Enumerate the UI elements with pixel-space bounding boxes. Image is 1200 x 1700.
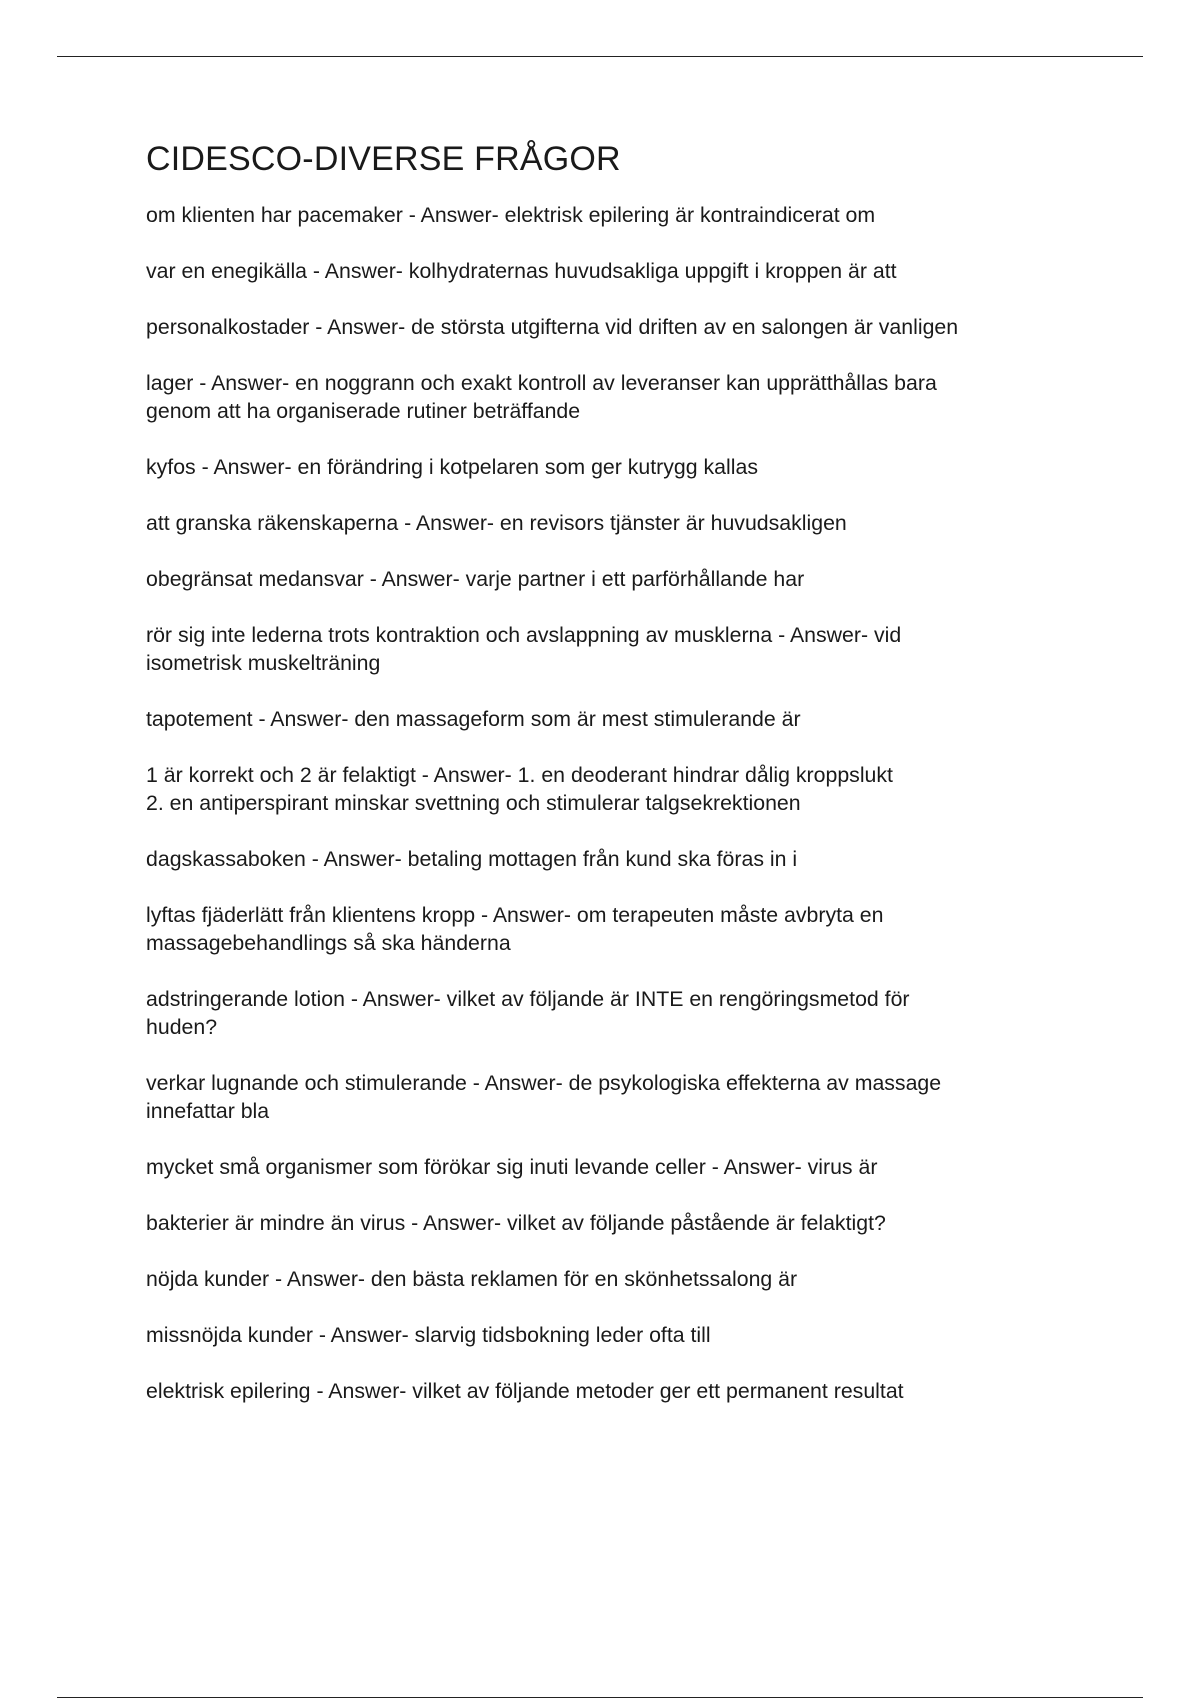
qa-item: dagskassaboken - Answer- betaling mottagen från kund ska föras in i: [146, 847, 798, 871]
top-divider: [57, 56, 1143, 57]
qa-item: adstringerande lotion - Answer- vilket av följande är INTE en rengöringsmetod för huden?: [146, 987, 910, 1039]
qa-item: missnöjda kunder - Answer- slarvig tidsbokning leder ofta till: [146, 1323, 711, 1347]
qa-item: mycket små organismer som förökar sig inuti levande celler - Answer- virus är: [146, 1155, 878, 1179]
qa-item: kyfos - Answer- en förändring i kotpelaren som ger kutrygg kallas: [146, 455, 758, 479]
qa-item: rör sig inte lederna trots kontraktion och avslappning av musklerna - Answer- vid isometrisk muskelträning: [146, 623, 902, 675]
qa-item: personalkostader - Answer- de största utgifterna vid driften av en salongen är vanligen: [146, 315, 959, 339]
qa-item: lager - Answer- en noggrann och exakt kontroll av leveranser kan upprätthållas bara genom att ha organiserade rutiner beträffande: [146, 371, 937, 423]
qa-item: obegränsat medansvar - Answer- varje partner i ett parförhållande har: [146, 567, 805, 591]
qa-item: verkar lugnande och stimulerande - Answer- de psykologiska effekterna av massage innefattar bla: [146, 1071, 942, 1123]
qa-item: bakterier är mindre än virus - Answer- vilket av följande påstående är felaktigt?: [146, 1211, 886, 1235]
qa-item: lyftas fjäderlätt från klientens kropp - Answer- om terapeuten måste avbryta en massagebehandlings så ska händerna: [146, 903, 884, 955]
qa-item: att granska räkenskaperna - Answer- en revisors tjänster är huvudsakligen: [146, 511, 847, 535]
page-title: CIDESCO-DIVERSE FRÅGOR: [146, 140, 621, 178]
qa-item: elektrisk epilering - Answer- vilket av följande metoder ger ett permanent resultat: [146, 1379, 904, 1403]
document-body: [146, 140, 1106, 1433]
qa-item: 1 är korrekt och 2 är felaktigt - Answer- 1. en deoderant hindrar dålig kroppslukt 2. en antiperspirant minskar svettning och stimulerar talgsekrektionen: [146, 763, 893, 815]
qa-item: om klienten har pacemaker - Answer- elektrisk epilering är kontraindicerat om: [146, 203, 876, 227]
qa-item: tapotement - Answer- den massageform som är mest stimulerande är: [146, 707, 801, 731]
bottom-divider: [57, 1697, 1143, 1698]
qa-item: nöjda kunder - Answer- den bästa reklamen för en skönhetssalong är: [146, 1267, 798, 1291]
qa-item: var en enegikälla - Answer- kolhydraternas huvudsakliga uppgift i kroppen är att: [146, 259, 897, 283]
